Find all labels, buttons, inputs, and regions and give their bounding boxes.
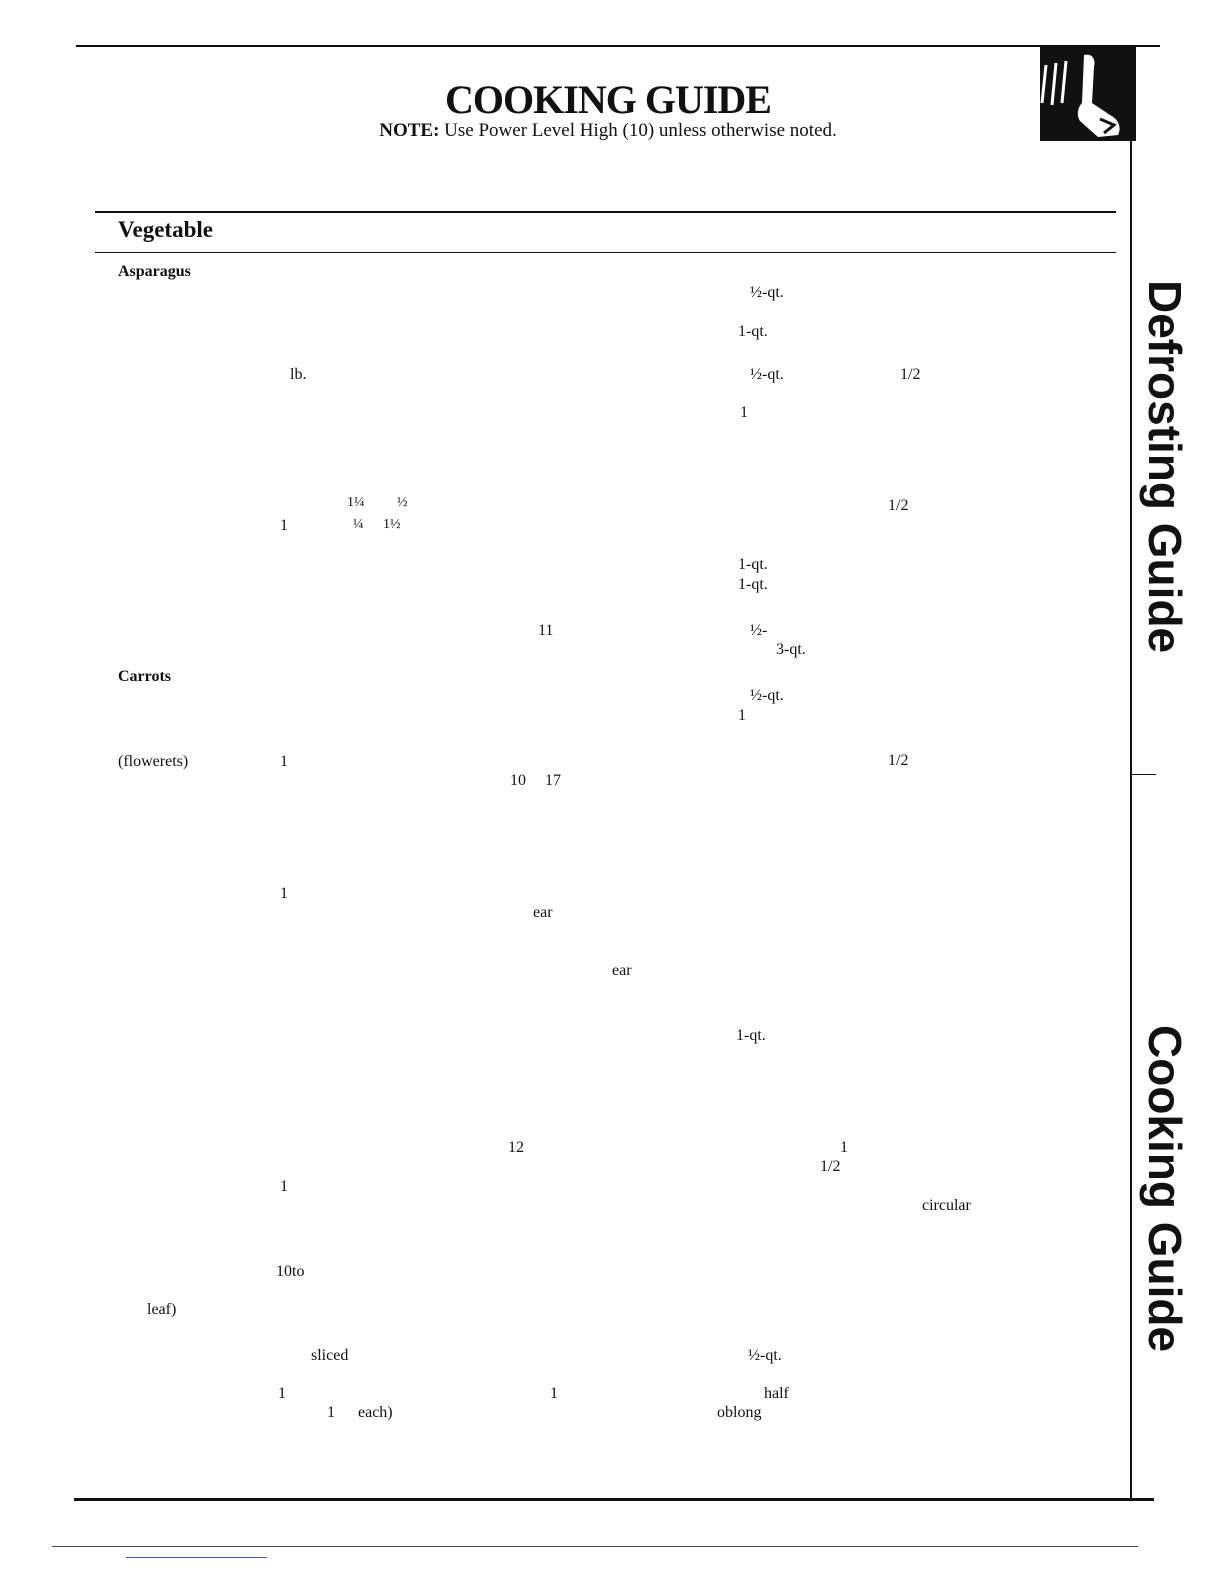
amount-unit: sliced [311,1347,349,1364]
container-size: 1-qt. [738,556,768,573]
side-tab-cooking[interactable]: Cooking Guide [1139,1025,1191,1353]
amount-value: 10to [276,1263,305,1280]
column-header-vegetable: Vegetable [118,217,213,242]
amount-value: 1 [327,1404,335,1421]
container-size: 1 [738,707,746,724]
time-value: 1/2 [900,366,921,383]
time-value: 1/2 [820,1158,841,1175]
container-shape: circular [922,1197,971,1214]
right-border [1130,140,1132,1500]
vegetable-name-asparagus: Asparagus [118,263,191,280]
container-size: 3-qt. [776,641,806,658]
container-size: ½-qt. [750,284,784,301]
container-size: ½- [750,622,768,639]
container-size: 1 [740,404,748,421]
container-size: 1-qt. [738,576,768,593]
time-value: 1 [550,1385,558,1402]
amount-value: 1 [280,1178,288,1195]
container-size: 1-qt. [736,1027,766,1044]
time-value: 12 [508,1139,524,1156]
amount-value: 1 [280,753,288,770]
amount-value: 1 [280,885,288,902]
time-value: 1/2 [888,752,909,769]
amount-unit: lb. [290,366,307,383]
time-value: 1/2 [888,497,909,514]
table-header-rule [95,252,1116,253]
vegetable-note: (flowerets) [118,753,189,770]
container-shape: oblong [717,1404,762,1421]
amount-value: 1½ [383,517,401,532]
footer-link-underline[interactable] [126,1557,267,1558]
container-size: half [764,1385,789,1402]
top-rule [76,45,1160,47]
power-note [0,119,1216,143]
amount-value: 1¼ [347,495,365,510]
time-value: 11 [538,622,554,639]
amount-unit: ear [533,904,553,921]
amount-unit: each) [358,1404,393,1421]
note-text: Use Power Level High (10) unless otherwise noted. [444,120,837,141]
vegetable-note: leaf) [147,1301,177,1318]
time-value: 10 [510,772,526,789]
container-size: ½-qt. [750,687,784,704]
time-value: 17 [545,772,561,789]
tab-divider [1132,774,1156,775]
amount-value: ½ [397,495,408,510]
side-tab-defrosting[interactable]: Defrosting Guide [1139,280,1191,654]
container-size: ½-qt. [750,366,784,383]
page-title: COOKING GUIDE [445,77,771,122]
vegetable-name-carrots: Carrots [118,668,172,685]
table-top-rule [95,211,1116,213]
note-label: NOTE: [379,120,440,141]
container-size: 1-qt. [738,323,768,340]
time-value: 1 [840,1139,848,1156]
container-size: ½-qt. [748,1347,782,1364]
footer-rule [52,1546,1138,1547]
amount-value: 1 [280,517,288,534]
amount-value: ¼ [353,517,364,532]
amount-value: 1 [278,1385,286,1402]
amount-unit: ear [612,962,632,979]
bottom-rule [74,1498,1154,1501]
